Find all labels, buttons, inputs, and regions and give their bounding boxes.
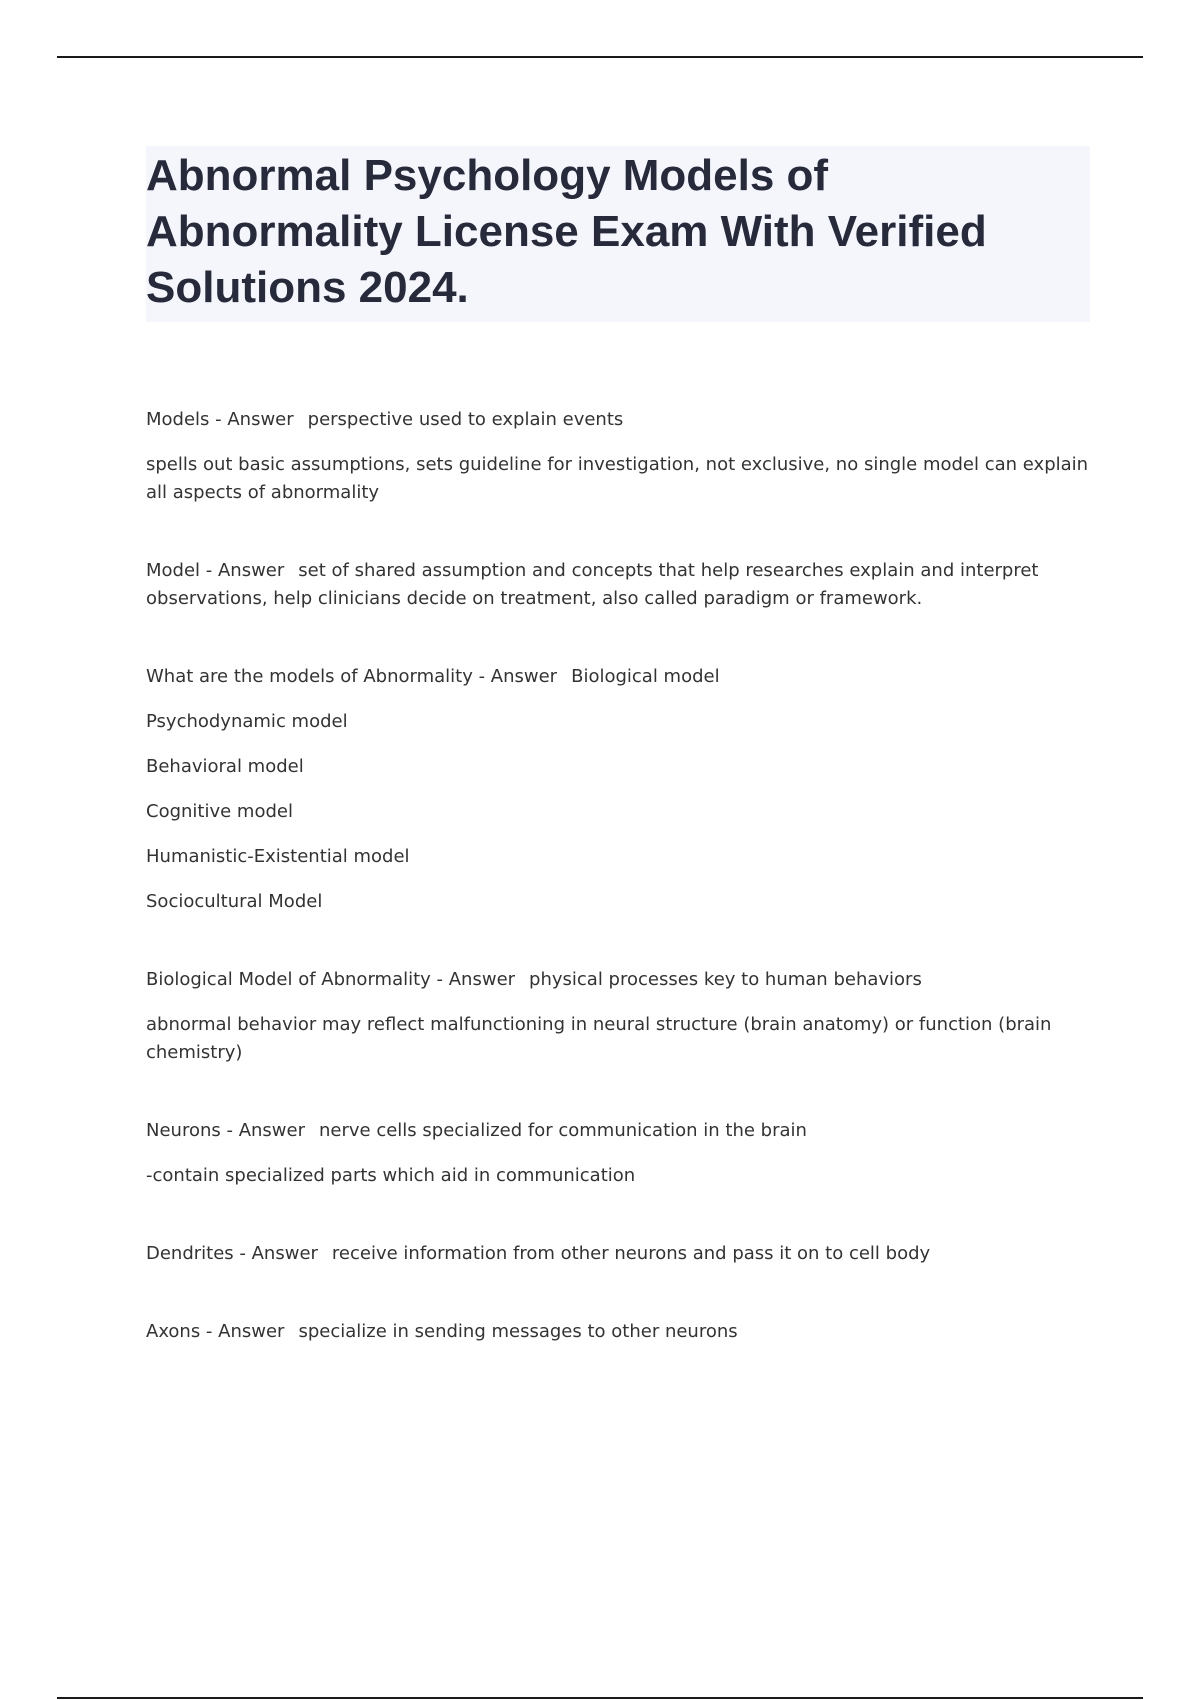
entry-question: Model - Answer bbox=[146, 560, 285, 581]
entry-answer: set of shared assumption and concepts that help researches explain and interpret observations, help clinicians decide on treatment, also called paradigm or framework. bbox=[146, 560, 1039, 609]
entry-question: Neurons - Answer bbox=[146, 1120, 305, 1141]
qa-entry bbox=[146, 1318, 1090, 1346]
entry-extra: spells out basic assumptions, sets guideline for investigation, not exclusive, no single model can explain all aspects of abnormality bbox=[146, 454, 1089, 503]
qa-entry bbox=[146, 663, 1090, 916]
entry-question: Dendrites - Answer bbox=[146, 1243, 318, 1264]
entry-answer: receive information from other neurons and pass it on to cell body bbox=[331, 1243, 931, 1264]
entry-question: Models - Answer bbox=[146, 409, 294, 430]
qa-entry bbox=[146, 1240, 1090, 1268]
entry-question: Axons - Answer bbox=[146, 1321, 285, 1342]
entry-extra: Cognitive model bbox=[146, 801, 293, 822]
document-title: Abnormal Psychology Models of Abnormality License Exam With Verified Solutions 2024. bbox=[146, 151, 987, 312]
entry-extra: Behavioral model bbox=[146, 756, 304, 777]
qa-entry bbox=[146, 406, 1090, 507]
top-rule bbox=[57, 56, 1143, 58]
entry-answer: physical processes key to human behaviors bbox=[529, 969, 922, 990]
qa-entry bbox=[146, 1117, 1090, 1190]
entry-answer: Biological model bbox=[571, 666, 720, 687]
entry-question: Biological Model of Abnormality - Answer bbox=[146, 969, 516, 990]
entry-answer: specialize in sending messages to other neurons bbox=[298, 1321, 738, 1342]
entry-question: What are the models of Abnormality - Answer bbox=[146, 666, 558, 687]
entry-extra: Humanistic-Existential model bbox=[146, 846, 410, 867]
title-box bbox=[146, 146, 1090, 322]
qa-list bbox=[146, 406, 1090, 1346]
entry-extra: Sociocultural Model bbox=[146, 891, 323, 912]
entry-extra: -contain specialized parts which aid in communication bbox=[146, 1165, 636, 1186]
entry-answer: nerve cells specialized for communication in the brain bbox=[319, 1120, 807, 1141]
bottom-rule bbox=[57, 1697, 1143, 1699]
entry-extra: Psychodynamic model bbox=[146, 711, 348, 732]
qa-entry bbox=[146, 557, 1090, 613]
entry-extra: abnormal behavior may reflect malfunctioning in neural structure (brain anatomy) or function (brain chemistry) bbox=[146, 1014, 1052, 1063]
entry-answer: perspective used to explain events bbox=[307, 409, 624, 430]
qa-entry bbox=[146, 966, 1090, 1067]
document-page bbox=[146, 146, 1090, 1346]
